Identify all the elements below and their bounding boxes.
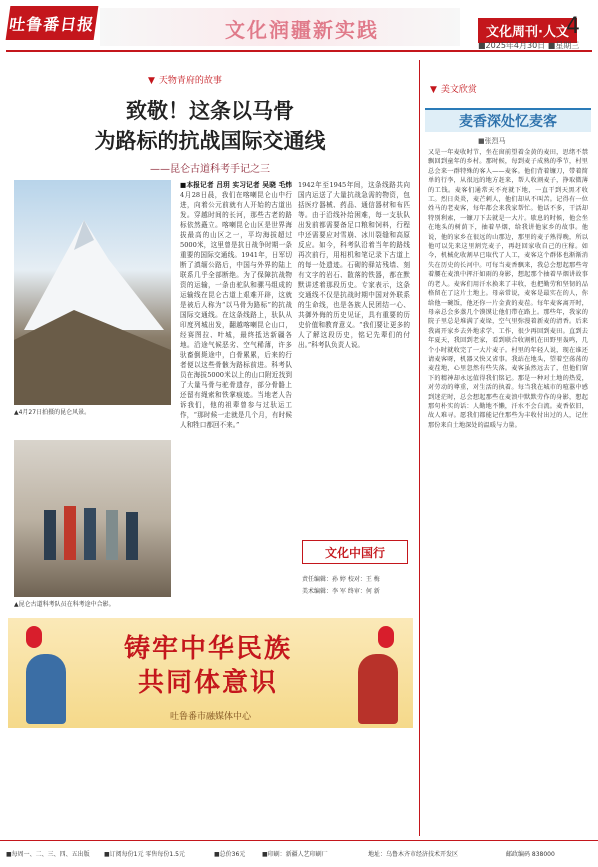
article-headline [60, 96, 360, 156]
footer-price: ■订阅每份1元 零售每份1.5元 [104, 851, 185, 858]
newspaper-logo: 吐鲁番日报 [6, 6, 99, 40]
lantern-icon [378, 626, 394, 648]
banner-org: 吐鲁番市融媒体中心 [169, 712, 251, 722]
figure-illustration [26, 654, 66, 724]
footer-postcode: 邮政编码 838000 [506, 851, 555, 858]
editor-stamp: 文化中国行 [302, 540, 408, 564]
mountain-photo [14, 180, 171, 405]
footer-total: ■总价36元 [214, 851, 246, 858]
article-byline: ■本报记者 吕玥 实习记者 吴晓 毛炜 [180, 181, 292, 189]
mountain-illustration [14, 180, 171, 405]
editor-line-2: 美术编辑：李 军 终审：何 新 [302, 588, 380, 595]
date-line: ■2025年4月30日 ■星期三 [478, 41, 580, 50]
footer-address: 地址：乌鲁木齐市经济技术开发区 [368, 851, 459, 858]
article-kicker [148, 73, 222, 86]
side-article-author: ■张烈马 [478, 137, 506, 145]
triangle-icon: ▼ [148, 76, 155, 86]
footer-schedule: ■每周一、二、三、四、五出版 [6, 851, 90, 858]
article-subhead: ——昆仑古道科考手记之三 [150, 164, 270, 175]
side-kicker [430, 82, 477, 95]
lantern-icon [26, 626, 42, 648]
team-illustration [14, 440, 171, 597]
banner-slogan [78, 632, 338, 700]
column-divider [419, 60, 420, 836]
page-number: 4 [566, 14, 580, 39]
photo1-caption: ▲4月27日拍摄的昆仑风景。 [14, 409, 91, 416]
headline-line-1: 致敬！这条以马骨 [126, 98, 294, 123]
promo-banner [8, 618, 413, 728]
editor-box [300, 540, 410, 615]
header-rule [6, 50, 592, 52]
article-kicker-text: 天物青府的故事 [158, 76, 222, 86]
article-column-1 [180, 180, 292, 612]
banner-line-2: 共同体意识 [137, 668, 278, 698]
banner-line-1: 铸牢中华民族 [123, 634, 292, 664]
figure-illustration [358, 654, 398, 724]
article-column-2: 1942年至1945年间，这条线路共向国内运送了大量抗战急需的物资，包括医疗器械、药品、通信器材和布匹等。由于沿线补给困难，每一支驮队出发前都需要备足口粮和饲料，行程中还需要应对雪崩、冰川裂缝和高原反应。如今，科考队沿着当年的路线再次前行，用相机和笔记录下古道上的每一处遗迹。石砌的驿站残墙、刻有文字的岩石、散落的铁器，都在默默讲述着那段历史。专家表示，这条交通线不仅是抗战时期中国对外联系的生命线，也是各族人民团结一心、共御外侮的历史见证，具有重要的历史价值和教育意义。“我们要让更多的人了解这段历史，铭记先辈们的付出。”科考队负责人说。 [298, 181, 410, 349]
footer-printer: ■印刷：新疆人艺印刷厂 [262, 851, 328, 858]
article-column-1-text: 4月28日晨，我们在喀喇昆仑山中行进，向着公元前就有人开始的古道出发。穿越时间的长河，那些古老的路标依然矗立。喀喇昆仑山区是世界海拔最高的山区之一，平均海拔超过5000米，这里曾是抗日战争时期一条重要的国际交通线。1941年，日军切断了滇缅公路后，中国与外界的陆上联系几乎全部断绝。为了保障抗战物资的运输，一条由驼队和骡马组成的运输线在昆仑古道上艰难开辟，这就是被后人称为“以马骨为路标”的抗战国际交通线。在这条线路上，驮队从印度列城出发，翻越喀喇昆仑山口，经赛图拉、叶城，最终抵达新疆各地。沿途气候恶劣、空气稀薄，许多驮畜倒毙途中，白骨累累，后来的行者便以这些骨骸为路标前进。科考队员在海拔5000米以上的山口附近找到了大量马骨与驼骨遗存，部分骨骼上还留有绳索和铁掌痕迹。当地老人告诉我们，他的祖辈曾参与过驮运工作，“那时候一走就是几个月，有时候人和牲口都回不来。” [180, 191, 292, 429]
side-article-title: 麦香深处忆麦客 [425, 108, 591, 132]
headline-line-2: 为路标的抗战国际交通线 [94, 128, 326, 153]
column-name: 文化周刊·人文 [478, 18, 577, 43]
editor-line-1: 责任编辑：孙 婷 校对：王 梅 [302, 576, 380, 583]
triangle-icon: ▼ [430, 85, 437, 95]
side-article-body: 又是一年麦收时节，坐在窗前望着金黄的麦田，思绪不禁飘回到童年的乡村。那时候，每到麦子成熟的季节，村里总会来一群特殊的客人——麦客。他们背着镰刀，带着简单的行李，从很远的地方赶来，帮人收割麦子，挣取微薄的工钱。麦客们通常天不亮就下地，一直干到天黑才收工。烈日炎炎，麦芒刺人，他们却从不叫苦。记得有一位姓马的老麦客，每年都会来我家帮忙。他话不多，干活却特别利索，一镰刀下去就是一大片。歇息的时候，他会坐在地头的树荫下，抽着旱烟，给我讲他家乡的故事。他说，他的家乡在很远的山那边，那里的麦子熟得晚，所以他可以先来这里割完麦子，再赶回家收自己的庄稼。如今，机械化收割早已取代了人工，麦客这个群体也渐渐消失在历史的长河中。可每当麦香飘来，我总会想起那些弯着腰在麦浪中挥汗如雨的身影，想起那个抽着旱烟讲故事的老人。麦客们用汗水换来了丰收，也把勤劳和坚韧的品格留在了这片土地上。母亲常说，麦客是最实在的人，你给他一碗饭，他还你一片金黄的麦茬。每年麦客离开时，母亲总会多蒸几个馍馍让他们带在路上。那些年，我家的院子里总是堆满了麦垛，空气里弥漫着新麦的清香。后来我离开家乡去外地求学、工作，很少再回到麦田。直到去年夏天，我回到老家，看到联合收割机在田野里轰鸣，几个小时就收完了一大片麦子。村里的年轻人说，现在谁还请麦客呀，机器又快又省事。我站在地头，望着空荡荡的麦茬地，心里忽然有些失落。麦客虽然远去了，但他们留下的精神却永远值得我们铭记。那是一种对土地的热爱，对劳动的尊重，对生活的执着。每当我在城市的喧嚣中感到迷茫时，总会想起那些在麦浪中默默劳作的身影，想起那句朴实的话：人勤地不懒，汗水不会白流。麦香依旧，故人难寻。愿我们都能记住那些为丰收付出过的人，记住那份来自土地深处的温暖与力量。 [428, 149, 588, 429]
side-kicker-text: 美文欣赏 [440, 85, 477, 95]
team-photo [14, 440, 171, 597]
footer [0, 840, 598, 867]
section-title: 文化润疆新实践 [225, 18, 379, 42]
masthead [0, 0, 598, 52]
photo2-caption: ▲昆仑古道科考队员在科考途中合影。 [14, 601, 115, 608]
